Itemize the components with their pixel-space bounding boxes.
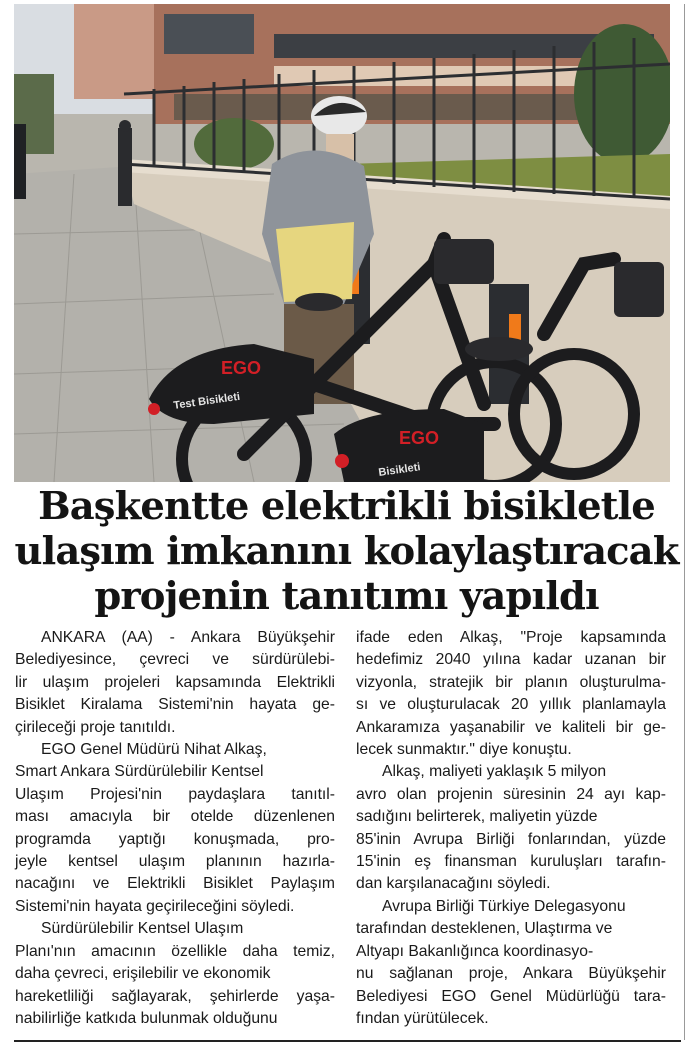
test-bike-label-rear: Bisikleti bbox=[377, 461, 422, 479]
body-line: 15'inin eş finansman kuruluşları tarafın- bbox=[356, 853, 666, 871]
article-column-left bbox=[15, 627, 335, 1030]
body-line: fından yürütülecek. bbox=[356, 1009, 489, 1027]
body-line: avro olan projenin süresinin 24 ayı kap- bbox=[356, 785, 666, 803]
body-line: hareketliliği sağlayarak, şehirlerde yaşa- bbox=[15, 987, 335, 1005]
body-line: ifade eden Alkaş, "Proje kapsamında bbox=[356, 629, 666, 646]
body-line: Ankaramıza yaşanabilir ve kaliteli bir ge- bbox=[356, 718, 666, 736]
body-line: Sistemi'nin hayata geçirileceğini söyledi. bbox=[15, 897, 295, 915]
body-line: daha çevreci, erişilebilir ve ekonomik bbox=[15, 965, 271, 983]
headline-line: projenin tanıtımı yapıldı bbox=[94, 574, 599, 619]
body-line: Planı'nın amacının özellikle daha temiz, bbox=[15, 942, 335, 960]
body-line: çirileceği proje tanıtıldı. bbox=[15, 718, 176, 736]
column-divider bbox=[684, 4, 685, 1040]
bottom-rule bbox=[14, 1040, 681, 1042]
body-line: Avrupa Birliği Türkiye Delegasyonu bbox=[382, 897, 626, 915]
article-column-right bbox=[356, 627, 666, 1030]
bike-sharing-photo bbox=[14, 4, 670, 482]
body-line: Smart Ankara Sürdürülebilir Kentsel bbox=[15, 763, 264, 781]
body-line: hedefimiz 2040 yılına kadar uzanan bir bbox=[356, 651, 666, 669]
headline-line: ulaşım imkanını kolaylaştıracak bbox=[14, 529, 679, 574]
body-line: Sürdürülebilir Kentsel Ulaşım bbox=[41, 920, 244, 938]
body-line: 85'inin Avrupa Birliği fonlarından, yüzde bbox=[356, 830, 666, 848]
body-line: nu sağlanan proje, Ankara Büyükşehir bbox=[356, 965, 666, 983]
body-line: Alkaş, maliyeti yaklaşık 5 milyon bbox=[382, 763, 607, 781]
ego-logo-front: EGO bbox=[221, 358, 262, 378]
test-bike-label-front: Test Bisikleti bbox=[172, 390, 241, 412]
body-line: ması amacıyla bir otelde düzenlenen bbox=[15, 808, 335, 826]
article-headline bbox=[8, 484, 685, 619]
body-line: sı ve oluşturulacak 20 yıllık planlamayla bbox=[356, 696, 666, 714]
body-line: programda yaptığı konuşmada, pro- bbox=[15, 830, 335, 848]
body-line: sadığını belirterek, maliyetin yüzde bbox=[356, 808, 598, 826]
body-line: lir ulaşım projeleri kapsamında Elektrikli bbox=[15, 673, 335, 691]
body-line: EGO Genel Müdürü Nihat Alkaş, bbox=[41, 741, 267, 759]
body-line: Ulaşım Projesi'nin paydaşlara tanıtıl- bbox=[15, 785, 335, 803]
headline-line: Başkentte elektrikli bisikletle bbox=[38, 484, 655, 529]
ego-logo-rear: EGO bbox=[399, 428, 440, 448]
body-line: jeyle kentsel ulaşım planının hazırla- bbox=[15, 853, 335, 871]
news-photo bbox=[14, 4, 670, 482]
body-line: tarafından desteklenen, Ulaştırma ve bbox=[356, 920, 613, 938]
body-line: vizyonla, stratejik bir planın oluşturulma- bbox=[356, 673, 666, 691]
body-line: ANKARA (AA) - Ankara Büyükşehir bbox=[41, 629, 335, 646]
body-line: nabilirliğe katkıda bulunmak olduğunu bbox=[15, 1009, 278, 1027]
body-line: nacağını ve Elektrikli Bisiklet Paylaşım bbox=[15, 875, 335, 893]
body-line: Belediyesi EGO Genel Müdürlüğü tara- bbox=[356, 987, 666, 1005]
body-line: Bisiklet Kiralama Sistemi'nin hayata ge- bbox=[15, 696, 335, 714]
body-line: dan karşılanacağını söyledi. bbox=[356, 875, 551, 893]
body-line: lecek sunmaktır." diye konuştu. bbox=[356, 741, 572, 759]
body-line: Belediyesince, çevreci ve sürdürülebi- bbox=[15, 651, 335, 669]
body-line: Altyapı Bakanlığınca koordinasyo- bbox=[356, 942, 594, 960]
